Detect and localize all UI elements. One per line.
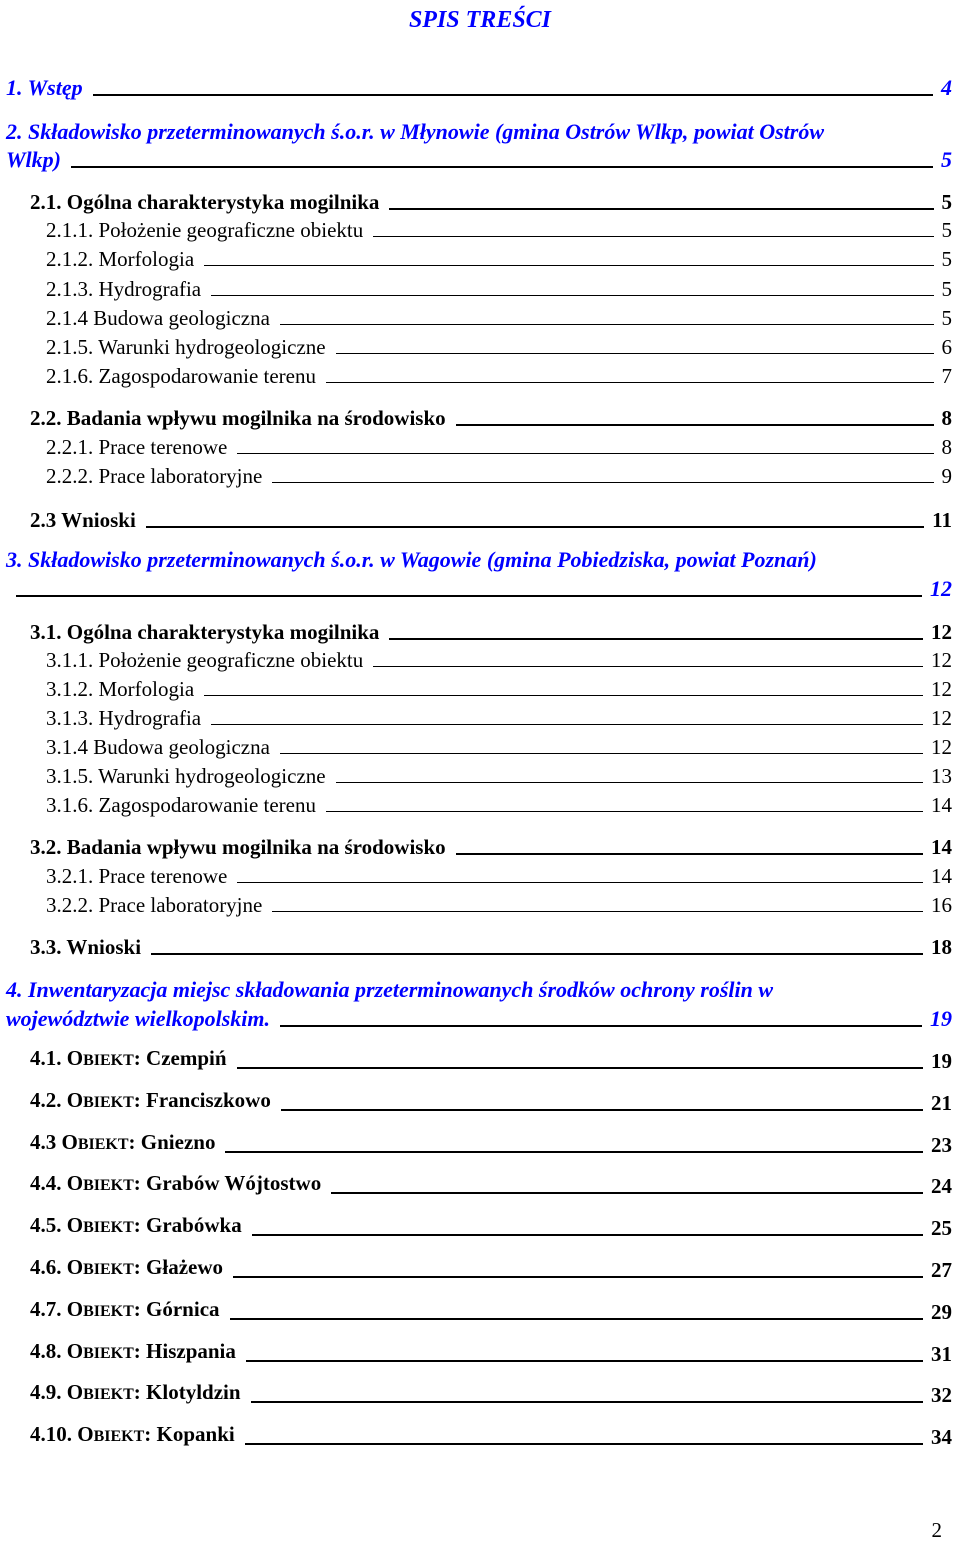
obiekt-number: 4.2.	[30, 1088, 62, 1112]
toc-entry-label	[30, 1044, 227, 1075]
obiekt-name: Głażewo	[146, 1255, 224, 1279]
toc-page-number: 12	[931, 648, 952, 672]
obiekt-number: 4.4.	[30, 1171, 62, 1195]
toc-entry-2-1[interactable]	[0, 188, 960, 216]
toc-entry-3-2[interactable]	[0, 833, 960, 861]
toc-page-number: 18	[931, 935, 952, 959]
toc-entry-label: 3.2. Badania wpływu mogilnika na środowisko	[30, 835, 446, 859]
toc-leader-line	[211, 724, 923, 725]
toc-entry-obiekt[interactable]	[0, 1381, 960, 1409]
toc-entry-label: 3.2.1. Prace terenowe	[46, 864, 228, 888]
toc-page-number: 31	[931, 1342, 952, 1366]
toc-page-number: 14	[931, 835, 952, 859]
toc-entry-label	[30, 1169, 321, 1200]
toc-leader-line	[389, 208, 933, 210]
toc-entry-label: 3.3. Wnioski	[30, 935, 142, 959]
toc-page-number: 5	[941, 147, 952, 172]
toc-entry-3-1-1[interactable]	[0, 646, 960, 674]
toc-page-number: 6	[941, 335, 952, 359]
toc-leader-line	[93, 94, 933, 96]
obiekt-number: 4.1.	[30, 1046, 62, 1070]
toc-entry-label	[30, 1378, 241, 1409]
toc-page-number: 23	[931, 1133, 952, 1157]
toc-leader-line	[389, 638, 923, 640]
toc-entry-4-line1[interactable]: 4. Inwentaryzacja miejsc składowania przeterminowanych środków ochrony roślin w	[6, 977, 774, 1002]
toc-leader-line	[373, 236, 933, 237]
toc-page-number: 12	[930, 576, 952, 601]
toc-entry-2-2-1[interactable]	[0, 433, 960, 461]
toc-leader-line	[280, 324, 934, 325]
toc-title: SPIS TREŚCI	[408, 7, 552, 33]
toc-page-number: 25	[931, 1216, 952, 1240]
obiekt-number: 4.5.	[30, 1213, 62, 1237]
toc-entry-2-line1[interactable]: 2. Składowisko przeterminowanych ś.o.r. w Młynowie (gmina Ostrów Wlkp, powiat Ostrów	[6, 119, 825, 144]
toc-page-number: 5	[941, 247, 952, 271]
obiekt-prefix-initial: O	[66, 1255, 84, 1279]
toc-entry-label	[30, 1086, 271, 1117]
toc-leader-line	[146, 526, 924, 528]
toc-page-number: 8	[941, 435, 952, 459]
obiekt-name: Hiszpania	[146, 1339, 236, 1363]
obiekt-prefix-colon: :	[133, 1213, 141, 1237]
toc-leader-line	[326, 382, 934, 383]
obiekt-prefix-initial: O	[66, 1297, 84, 1321]
obiekt-prefix-initial: O	[66, 1046, 84, 1070]
toc-entry-3-1-3[interactable]	[0, 704, 960, 732]
toc-leader-line	[16, 595, 922, 597]
toc-entry-2-1-2[interactable]	[0, 245, 960, 273]
toc-page-number: 9	[941, 464, 952, 488]
toc-leader-line	[272, 482, 933, 483]
toc-leader-line	[71, 166, 933, 168]
toc-page-number: 5	[941, 190, 952, 214]
obiekt-name: Klotyldzin	[146, 1380, 241, 1404]
toc-entry-label: 3.1.6. Zagospodarowanie terenu	[46, 793, 316, 817]
toc-entry-2-1-6[interactable]	[0, 362, 960, 390]
toc-entry-label: województwie wielkopolskim.	[6, 1006, 271, 1031]
obiekt-name: Gniezno	[140, 1130, 216, 1154]
obiekt-prefix-colon: :	[133, 1339, 141, 1363]
toc-entry-obiekt[interactable]	[0, 1256, 960, 1284]
toc-leader-line	[237, 882, 923, 883]
toc-leader-line	[272, 911, 923, 912]
obiekt-prefix-colon: :	[133, 1171, 141, 1195]
obiekt-prefix-colon: :	[133, 1255, 141, 1279]
toc-leader-line	[204, 265, 933, 266]
toc-page-number: 5	[941, 218, 952, 242]
toc-leader-line	[336, 353, 934, 354]
obiekt-number: 4.7.	[30, 1297, 62, 1321]
obiekt-prefix-rest: BIEKT	[83, 1345, 134, 1362]
obiekt-number: 4.10.	[30, 1422, 72, 1446]
toc-entry-3-1-4[interactable]	[0, 733, 960, 761]
toc-leader-line	[230, 1318, 923, 1320]
toc-page-number: 29	[931, 1300, 952, 1324]
toc-entry-obiekt[interactable]	[0, 1298, 960, 1326]
obiekt-prefix-rest: BIEKT	[83, 1386, 134, 1403]
toc-entry-label: Wlkp)	[6, 147, 61, 172]
toc-entry-4[interactable]	[0, 1005, 960, 1033]
toc-entry-obiekt[interactable]	[0, 1172, 960, 1200]
toc-entry-2-1-4[interactable]	[0, 304, 960, 332]
toc-leader-line	[246, 1360, 923, 1362]
obiekt-prefix-initial: O	[66, 1088, 84, 1112]
toc-page-number: 19	[931, 1049, 952, 1073]
toc-leader-line	[281, 1109, 923, 1111]
obiekt-prefix-rest: BIEKT	[83, 1177, 134, 1194]
toc-entry-3[interactable]	[0, 575, 960, 603]
toc-leader-line	[245, 1443, 923, 1445]
obiekt-number: 4.3	[30, 1130, 57, 1154]
obiekt-prefix-rest: BIEKT	[83, 1094, 134, 1111]
toc-page-number: 24	[931, 1174, 952, 1198]
toc-entry-label: 2.2.2. Prace laboratoryjne	[46, 464, 263, 488]
toc-leader-line	[204, 695, 923, 696]
toc-entry-obiekt[interactable]	[0, 1214, 960, 1242]
obiekt-name: Franciszkowo	[146, 1088, 271, 1112]
toc-leader-line	[280, 753, 923, 754]
toc-page-number: 13	[931, 764, 952, 788]
toc-entry-label	[30, 1295, 220, 1326]
obiekt-name: Grabówka	[146, 1213, 242, 1237]
obiekt-prefix-colon: :	[144, 1422, 152, 1446]
toc-entry-label	[30, 1128, 215, 1159]
toc-entry-label: 2.1.2. Morfologia	[46, 247, 195, 271]
toc-entry-label: 3.1.3. Hydrografia	[46, 706, 202, 730]
toc-entry-2-2[interactable]	[0, 404, 960, 432]
toc-leader-line	[326, 811, 923, 812]
toc-entry-obiekt[interactable]	[0, 1047, 960, 1075]
toc-entry-label	[30, 1211, 242, 1242]
toc-page-number: 16	[931, 893, 952, 917]
obiekt-prefix-initial: O	[66, 1339, 84, 1363]
toc-entry-2-1-3[interactable]	[0, 275, 960, 303]
toc-entry-label: 2.2. Badania wpływu mogilnika na środowisko	[30, 406, 446, 430]
obiekt-prefix-colon: :	[133, 1297, 141, 1321]
toc-entry-3-3[interactable]	[0, 933, 960, 961]
obiekt-prefix-colon: :	[133, 1088, 141, 1112]
obiekt-prefix-initial: O	[66, 1380, 84, 1404]
toc-entry-2[interactable]	[0, 146, 960, 174]
toc-entry-label: 2.3 Wnioski	[30, 508, 136, 532]
obiekt-name: Kopanki	[156, 1422, 235, 1446]
obiekt-prefix-colon: :	[133, 1380, 141, 1404]
toc-entry-3-1-5[interactable]	[0, 762, 960, 790]
toc-entry-label: 2.1.4 Budowa geologiczna	[46, 306, 270, 330]
toc-leader-line	[211, 295, 933, 296]
toc-page-number: 5	[941, 277, 952, 301]
toc-page-number: 14	[931, 864, 952, 888]
toc-page-number: 32	[931, 1383, 952, 1407]
toc-entry-label: 3.1.4 Budowa geologiczna	[46, 735, 270, 759]
obiekt-prefix-rest: BIEKT	[83, 1219, 134, 1236]
toc-entry-label: 2.1.6. Zagospodarowanie terenu	[46, 364, 316, 388]
page-number: 2	[931, 1518, 942, 1542]
toc-entry-obiekt[interactable]	[0, 1423, 960, 1451]
obiekt-prefix-rest: BIEKT	[77, 1136, 129, 1153]
obiekt-prefix-rest: BIEKT	[83, 1261, 134, 1278]
toc-leader-line	[225, 1151, 923, 1153]
toc-page-number: 27	[931, 1258, 952, 1282]
toc-entry-label: 2.1.3. Hydrografia	[46, 277, 202, 301]
obiekt-number: 4.9.	[30, 1380, 62, 1404]
obiekt-number: 4.6.	[30, 1255, 62, 1279]
obiekt-name: Górnica	[146, 1297, 220, 1321]
obiekt-prefix-rest: BIEKT	[93, 1428, 145, 1445]
toc-entry-obiekt[interactable]	[0, 1131, 960, 1159]
toc-page-number: 12	[931, 735, 952, 759]
toc-leader-line	[233, 1276, 923, 1278]
toc-leader-line	[237, 1067, 923, 1069]
toc-leader-line	[151, 953, 923, 955]
toc-leader-line	[373, 666, 923, 667]
obiekt-prefix-colon: :	[133, 1046, 141, 1070]
obiekt-prefix-rest: BIEKT	[83, 1303, 134, 1320]
toc-entry-3-2-1[interactable]	[0, 862, 960, 890]
toc-leader-line	[331, 1192, 923, 1194]
toc-entry-label: 2.1.1. Położenie geograficzne obiektu	[46, 218, 364, 242]
toc-entry-1[interactable]	[0, 74, 960, 102]
obiekt-prefix-initial: O	[66, 1213, 84, 1237]
toc-entry-2-3[interactable]	[0, 506, 960, 534]
obiekt-number: 4.8.	[30, 1339, 62, 1363]
toc-leader-line	[252, 1234, 923, 1236]
toc-page-number: 7	[941, 364, 952, 388]
toc-entry-label: 2.2.1. Prace terenowe	[46, 435, 228, 459]
obiekt-prefix-initial: O	[61, 1130, 78, 1154]
toc-entry-label	[30, 1337, 236, 1368]
obiekt-prefix-initial: O	[77, 1422, 94, 1446]
toc-entry-label: 1. Wstęp	[6, 75, 83, 100]
toc-entry-3-1-2[interactable]	[0, 675, 960, 703]
toc-entry-label: 3.1. Ogólna charakterystyka mogilnika	[30, 620, 380, 644]
toc-entry-obiekt[interactable]	[0, 1089, 960, 1117]
toc-entry-3-1[interactable]	[0, 618, 960, 646]
toc-leader-line	[456, 853, 923, 855]
toc-entry-3-line1[interactable]: 3. Składowisko przeterminowanych ś.o.r. w Wagowie (gmina Pobiedziska, powiat Poznań)	[6, 547, 817, 572]
toc-entry-2-1-1[interactable]	[0, 216, 960, 244]
obiekt-prefix-rest: BIEKT	[83, 1052, 134, 1069]
toc-page-number: 12	[931, 706, 952, 730]
toc-leader-line	[456, 424, 934, 426]
obiekt-prefix-initial: O	[66, 1171, 84, 1195]
obiekt-prefix-colon: :	[128, 1130, 136, 1154]
toc-entry-label: 2.1. Ogólna charakterystyka mogilnika	[30, 190, 380, 214]
toc-leader-line	[280, 1025, 922, 1027]
obiekt-name: Grabów Wójtostwo	[146, 1171, 322, 1195]
toc-page-number: 5	[941, 306, 952, 330]
toc-leader-line	[336, 782, 923, 783]
toc-page-number: 11	[932, 508, 952, 532]
toc-entry-label	[30, 1253, 223, 1284]
toc-leader-line	[237, 453, 933, 454]
toc-entry-label: 3.1.2. Morfologia	[46, 677, 195, 701]
toc-page-number: 34	[931, 1425, 952, 1449]
toc-entry-3-2-2[interactable]	[0, 891, 960, 919]
toc-page-number: 21	[931, 1091, 952, 1115]
obiekt-name: Czempiń	[146, 1046, 227, 1070]
toc-entry-obiekt[interactable]	[0, 1340, 960, 1368]
toc-page-number: 12	[931, 620, 952, 644]
toc-page-number: 12	[931, 677, 952, 701]
toc-entry-label: 3.2.2. Prace laboratoryjne	[46, 893, 263, 917]
toc-page-number: 19	[930, 1006, 952, 1031]
toc-entry-label: 3.1.5. Warunki hydrogeologiczne	[46, 764, 326, 788]
toc-page-number: 8	[941, 406, 952, 430]
toc-entry-label: 2.1.5. Warunki hydrogeologiczne	[46, 335, 326, 359]
toc-entry-label: 3.1.1. Położenie geograficzne obiektu	[46, 648, 364, 672]
toc-leader-line	[251, 1401, 923, 1403]
toc-page-number: 14	[931, 793, 952, 817]
toc-entry-label	[30, 1420, 235, 1451]
toc-entry-2-2-2[interactable]	[0, 462, 960, 490]
toc-page-number: 4	[941, 75, 952, 100]
toc-entry-3-1-6[interactable]	[0, 791, 960, 819]
toc-entry-2-1-5[interactable]	[0, 333, 960, 361]
